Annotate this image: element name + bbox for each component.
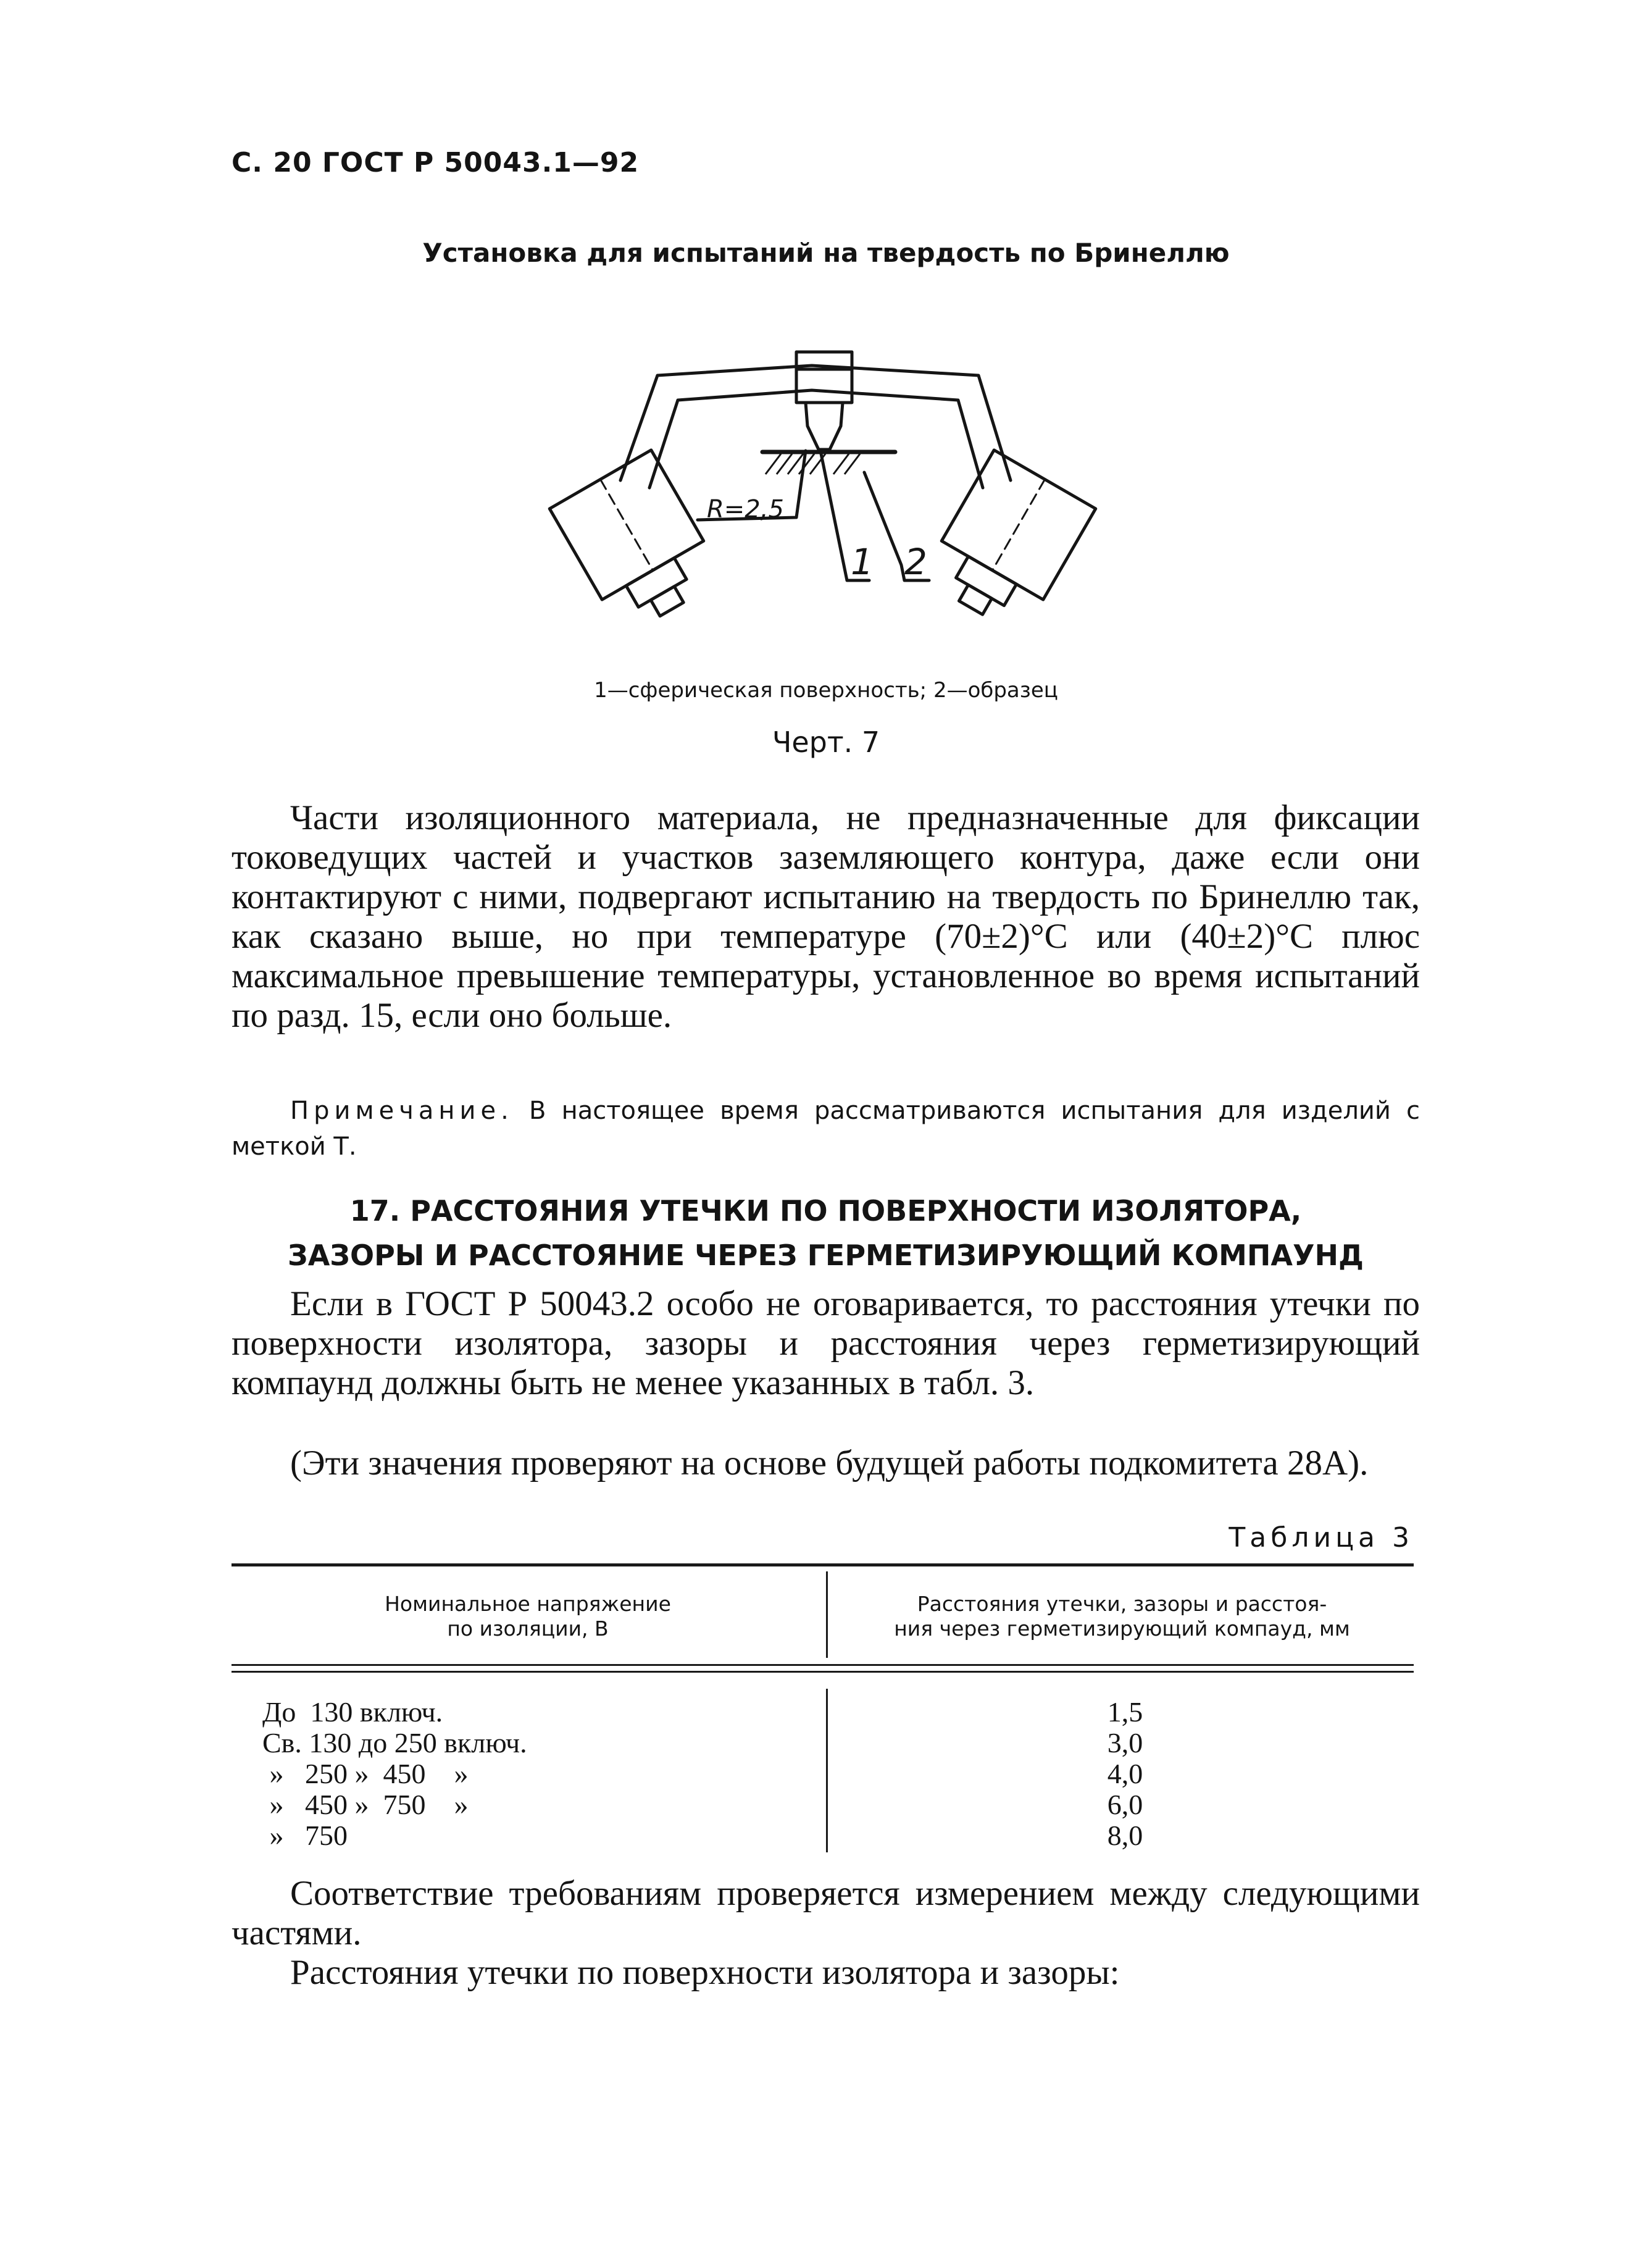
- closing-paragraph-1: Соответствие требованиям проверяется измерением между следующими частями.: [232, 1874, 1420, 1952]
- table-row-distance: 1,5: [1107, 1696, 1143, 1728]
- table-row-voltage: » 750: [262, 1820, 348, 1851]
- note-text: В настоящее время рассматриваются испытания для изделий с меткой Т.: [232, 1097, 1420, 1161]
- note-label: Примечание.: [290, 1097, 514, 1125]
- section-paragraph-2: (Эти значения проверяют на основе будущей работы подкомитета 28А).: [290, 1444, 1369, 1483]
- table-row-voltage: Св. 130 до 250 включ.: [262, 1727, 527, 1759]
- section-heading-line1: 17. РАССТОЯНИЯ УТЕЧКИ ПО ПОВЕРХНОСТИ ИЗОЛЯТОРА,: [349, 1194, 1302, 1227]
- table-header-voltage-line2: по изоляции, В: [447, 1616, 609, 1641]
- callout-1-label: 1: [851, 541, 874, 583]
- table-header-rule-2: [232, 1671, 1414, 1673]
- section-heading: [232, 1189, 1420, 1278]
- table-row-distance: 3,0: [1107, 1727, 1143, 1759]
- closing-paragraph-2: Расстояния утечки по поверхности изолятора и зазоры:: [290, 1953, 1120, 1992]
- section-heading-line2: ЗАЗОРЫ И РАССТОЯНИЕ ЧЕРЕЗ ГЕРМЕТИЗИРУЮЩИЙ КОМПАУНД: [288, 1239, 1364, 1272]
- brinell-apparatus-diagram: [469, 333, 1173, 630]
- body-paragraph-insulation: Части изоляционного материала, не предназначенные для фиксации токоведущих частей и участков заземляющего контура, даже если они контактируют с ними, подвергают испытанию на твердость по Бринеллю так, как сказано выше, но при температуре (70±2)°С или (40±2)°С плюс максимальное превышение температуры, установленное во время испытаний по разд. 15, если оно больше.: [232, 798, 1420, 1035]
- note: [232, 1093, 1420, 1165]
- table-row-distance: 8,0: [1107, 1820, 1143, 1851]
- table-body-divider: [826, 1689, 828, 1852]
- right-weight: [920, 450, 1096, 630]
- figure-caption: 1—сферическая поверхность; 2—образец: [594, 678, 1058, 703]
- figure-number: Черт. 7: [772, 726, 880, 759]
- frame-arm-inner: [649, 390, 983, 488]
- table-row-voltage: До 130 включ.: [262, 1696, 443, 1728]
- radius-label: R=2,5: [707, 495, 784, 524]
- table-row-voltage: » 250 » 450 »: [262, 1758, 469, 1789]
- table-row-voltage: » 450 » 750 »: [262, 1789, 469, 1820]
- indenter-tip: [806, 403, 843, 450]
- table-header-distance-line1: Расстояния утечки, зазоры и расстоя-: [917, 1592, 1327, 1616]
- table-header-voltage: [232, 1592, 824, 1641]
- frame-arm-outer: [620, 366, 1011, 480]
- table-label: Таблица 3: [1229, 1522, 1414, 1554]
- section-paragraph-1: Если в ГОСТ Р 50043.2 особо не оговаривается, то расстояния утечки по поверхности изолятора, зазоры и расстояния через герметизирующий компаунд должны быть не менее указанных в табл. 3.: [232, 1284, 1420, 1402]
- specimen-hatching: [766, 454, 860, 474]
- table-header-voltage-line1: Номинальное напряжение: [385, 1592, 671, 1616]
- left-weight: [549, 450, 725, 630]
- table-header-divider: [826, 1571, 828, 1658]
- table-header-rule-1: [232, 1664, 1414, 1666]
- table-top-rule: [232, 1563, 1414, 1566]
- indenter-block: [796, 352, 852, 403]
- table-row-distance: 6,0: [1107, 1789, 1143, 1820]
- table-header-distance-line2: ния через герметизирующий компауд, мм: [894, 1616, 1350, 1641]
- table-row-distance: 4,0: [1107, 1758, 1143, 1789]
- table-header-distance: [830, 1592, 1414, 1641]
- running-header: С. 20 ГОСТ Р 50043.1—92: [232, 147, 640, 178]
- figure-title: Установка для испытаний на твердость по Бринеллю: [422, 238, 1230, 268]
- callout-2-label: 2: [904, 541, 927, 583]
